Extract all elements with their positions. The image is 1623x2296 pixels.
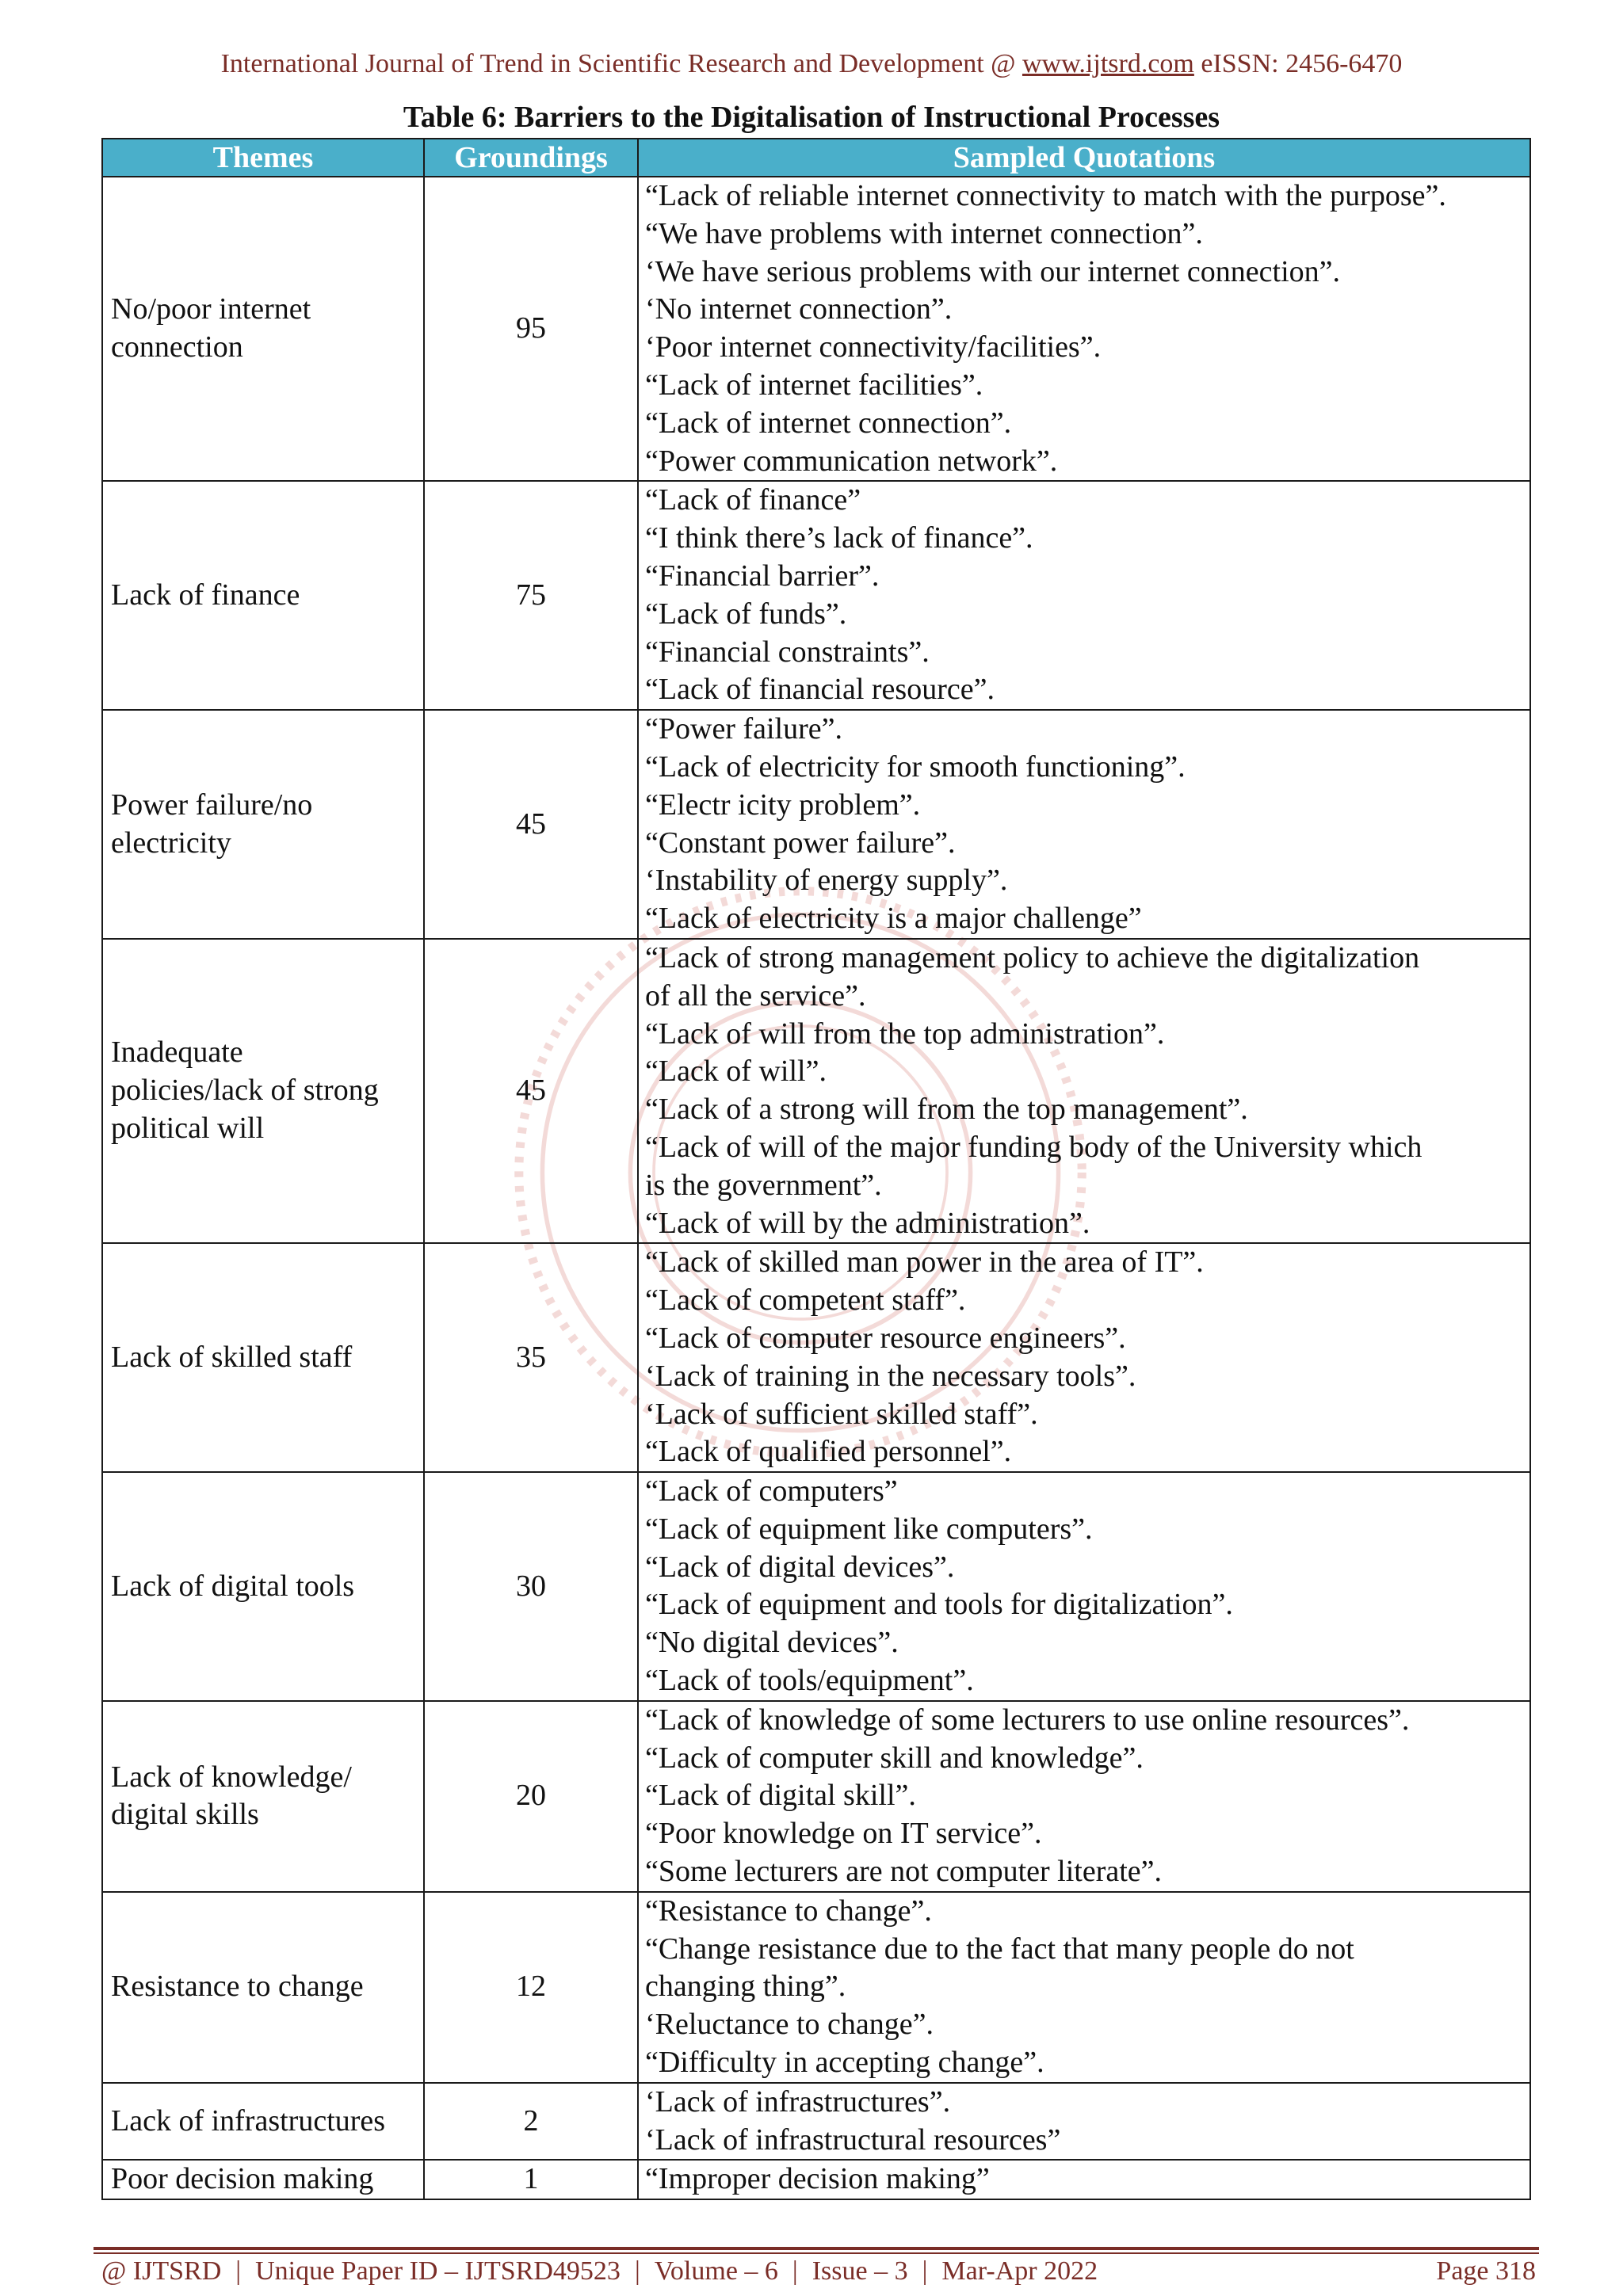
footer-separator: | — [922, 2256, 928, 2286]
quotations-cell — [638, 1243, 1530, 1472]
theme-text-line: digital skills — [111, 1798, 259, 1832]
theme-text-line: political will — [111, 1112, 265, 1146]
table-row — [102, 481, 1530, 710]
quotation-line: “Lack of skilled man power in the area of IT”. — [645, 1245, 1204, 1280]
quotation-line: ‘Poor internet connectivity/facilities”. — [645, 330, 1102, 364]
groundings-cell: 2 — [424, 2083, 638, 2161]
footer-date: Mar-Apr 2022 — [941, 2256, 1098, 2286]
quotations-cell — [638, 1472, 1530, 1701]
table-row — [102, 2083, 1530, 2161]
quotation-line: “Lack of reliable internet connectivity to match with the purpose”. — [645, 179, 1446, 212]
quotation-line: of all the service”. — [645, 978, 866, 1013]
quotation-line: “Power failure”. — [645, 712, 842, 746]
theme-cell — [102, 1892, 424, 2083]
quotation-line: “Difficulty in accepting change”. — [645, 2046, 1044, 2080]
quotation-line: “Lack of competent staff”. — [645, 1283, 966, 1318]
footer-rule-thin — [94, 2252, 1539, 2254]
quotation-line: ‘Lack of infrastructural resources” — [645, 2122, 1061, 2157]
theme-text-line: policies/lack of strong — [111, 1074, 379, 1108]
theme-text-line: Resistance to change — [111, 1970, 364, 2004]
table-row — [102, 1701, 1530, 1892]
groundings-cell: 35 — [424, 1243, 638, 1472]
theme-cell — [102, 1472, 424, 1701]
quotation-line: “Lack of a strong will from the top management”. — [645, 1093, 1248, 1127]
footer-meta — [101, 2256, 1098, 2286]
theme-text-line: connection — [111, 330, 243, 364]
quotation-line: “Lack of equipment like computers”. — [645, 1512, 1093, 1546]
quotation-line: “Lack of will of the major funding body of the University which — [645, 1130, 1423, 1164]
table-row — [102, 2160, 1530, 2199]
quotation-line: changing thing”. — [645, 1970, 846, 2004]
theme-text-line: Lack of knowledge/ — [111, 1760, 352, 1794]
groundings-cell: 12 — [424, 1892, 638, 2083]
theme-text-line: Lack of finance — [111, 578, 300, 612]
quotation-line: “Lack of qualified personnel”. — [645, 1435, 1012, 1469]
quotation-line: ‘No internet connection”. — [645, 292, 953, 326]
quotation-line: ‘Lack of training in the necessary tools”. — [645, 1359, 1136, 1393]
groundings-cell: 75 — [424, 481, 638, 710]
running-header — [0, 49, 1623, 79]
footer-rule-thick — [94, 2247, 1539, 2250]
table-row — [102, 710, 1530, 939]
quotations-cell — [638, 939, 1530, 1243]
table-header-row — [102, 139, 1530, 177]
groundings-cell: 95 — [424, 177, 638, 481]
theme-cell — [102, 2160, 424, 2199]
footer-separator: | — [792, 2256, 798, 2286]
theme-text-line: Lack of infrastructures — [111, 2103, 386, 2138]
quotations-cell — [638, 1892, 1530, 2083]
groundings-cell: 30 — [424, 1472, 638, 1701]
quotation-line: “I think there’s lack of finance”. — [645, 521, 1033, 555]
quotation-line: “Lack of computer skill and knowledge”. — [645, 1741, 1144, 1775]
footer-volume: Volume – 6 — [654, 2256, 778, 2286]
quotation-line: “Lack of internet facilities”. — [645, 368, 983, 402]
quotation-line: “Financial constraints”. — [645, 635, 930, 669]
quotation-line: “Constant power failure”. — [645, 826, 956, 860]
quotation-line: “Lack of knowledge of some lecturers to use online resources”. — [645, 1703, 1410, 1737]
groundings-cell: 20 — [424, 1701, 638, 1892]
journal-url-link[interactable]: www.ijtsrd.com — [1022, 49, 1194, 78]
table-row — [102, 939, 1530, 1243]
quotation-line: “Electr icity problem”. — [645, 788, 921, 822]
theme-text-line: Inadequate — [111, 1035, 243, 1070]
quotation-line: “Lack of finance” — [645, 483, 861, 517]
quotation-line: “Some lecturers are not computer literate”. — [645, 1855, 1163, 1889]
quotation-line: “We have problems with internet connection”. — [645, 216, 1203, 250]
quotation-line: “Lack of computers” — [645, 1474, 898, 1508]
quotation-line: “No digital devices”. — [645, 1626, 899, 1660]
footer-journal: @ IJTSRD — [101, 2256, 222, 2286]
table-row — [102, 1243, 1530, 1472]
theme-cell — [102, 481, 424, 710]
quotations-cell — [638, 2160, 1530, 2199]
footer-issue: Issue – 3 — [812, 2256, 908, 2286]
footer-page-number: Page 318 — [1436, 2256, 1536, 2286]
theme-cell — [102, 939, 424, 1243]
groundings-cell: 45 — [424, 939, 638, 1243]
table-title: Table 6: Barriers to the Digitalisation of Instructional Processes — [403, 101, 1220, 134]
quotation-line: “Lack of will by the administration”. — [645, 1206, 1090, 1240]
barriers-table — [101, 138, 1531, 2200]
theme-cell — [102, 1243, 424, 1472]
table-row — [102, 1892, 1530, 2083]
quotation-line: ‘We have serious problems with our internet connection”. — [645, 254, 1341, 288]
quotation-line: “Lack of internet connection”. — [645, 406, 1012, 440]
quotation-line: “Power communication network”. — [645, 444, 1058, 478]
quotation-line: “Change resistance due to the fact that many people do not — [645, 1932, 1354, 1966]
quotations-cell — [638, 710, 1530, 939]
quotations-cell — [638, 177, 1530, 481]
quotation-line: “Lack of strong management policy to achieve the digitalization — [645, 940, 1420, 974]
column-header-groundings: Groundings — [424, 139, 638, 177]
quotation-line: “Lack of electricity is a major challenge” — [645, 902, 1142, 936]
quotations-cell — [638, 2083, 1530, 2161]
quotation-line: “Lack of financial resource”. — [645, 673, 995, 707]
quotation-line: “Resistance to change”. — [645, 1894, 932, 1928]
quotation-line: “Improper decision making” — [645, 2162, 990, 2196]
quotation-line: “Lack of digital skill”. — [645, 1779, 916, 1813]
quotation-line: “Poor knowledge on IT service”. — [645, 1817, 1042, 1851]
footer-paper-id: Unique Paper ID – IJTSRD49523 — [255, 2256, 621, 2286]
table-body — [102, 177, 1530, 2199]
theme-cell — [102, 177, 424, 481]
theme-text-line: No/poor internet — [111, 292, 311, 326]
table-row — [102, 177, 1530, 481]
theme-text-line: Lack of digital tools — [111, 1569, 355, 1603]
running-footer — [101, 2256, 1536, 2286]
quotation-line: “Lack of equipment and tools for digitalization”. — [645, 1588, 1233, 1622]
theme-cell — [102, 710, 424, 939]
quotation-line: ‘Lack of infrastructures”. — [645, 2084, 951, 2119]
column-header-themes: Themes — [102, 139, 424, 177]
theme-text-line: Power failure/no — [111, 788, 313, 822]
journal-issn: eISSN: 2456-6470 — [1193, 49, 1403, 78]
theme-text-line: Lack of skilled staff — [111, 1340, 353, 1374]
quotation-line: “Lack of funds”. — [645, 597, 847, 631]
theme-cell — [102, 1701, 424, 1892]
footer-separator: | — [235, 2256, 242, 2286]
journal-name: International Journal of Trend in Scientific Research and Development @ — [220, 49, 1022, 78]
quotation-line: “Lack of electricity for smooth functioning”. — [645, 749, 1186, 784]
quotation-line: ‘Reluctance to change”. — [645, 2008, 934, 2042]
quotations-cell — [638, 1701, 1530, 1892]
quotation-line: “Lack of will”. — [645, 1055, 827, 1089]
column-header-sampled-quotations: Sampled Quotations — [638, 139, 1530, 177]
quotations-cell — [638, 481, 1530, 710]
quotation-line: ‘Instability of energy supply”. — [645, 864, 1008, 898]
groundings-cell: 1 — [424, 2160, 638, 2199]
theme-text-line: Poor decision making — [111, 2162, 374, 2196]
quotation-line: “Lack of computer resource engineers”. — [645, 1321, 1126, 1355]
quotation-line: “Lack of tools/equipment”. — [645, 1664, 974, 1698]
quotation-line: is the government”. — [645, 1168, 882, 1202]
theme-text-line: electricity — [111, 826, 231, 860]
footer-separator: | — [634, 2256, 640, 2286]
quotation-line: “Lack of will from the top administration”. — [645, 1016, 1165, 1051]
table-row — [102, 1472, 1530, 1701]
quotation-line: “Financial barrier”. — [645, 559, 880, 593]
quotation-line: ‘Lack of sufficient skilled staff”. — [645, 1397, 1038, 1431]
quotation-line: “Lack of digital devices”. — [645, 1550, 955, 1584]
groundings-cell: 45 — [424, 710, 638, 939]
theme-cell — [102, 2083, 424, 2161]
